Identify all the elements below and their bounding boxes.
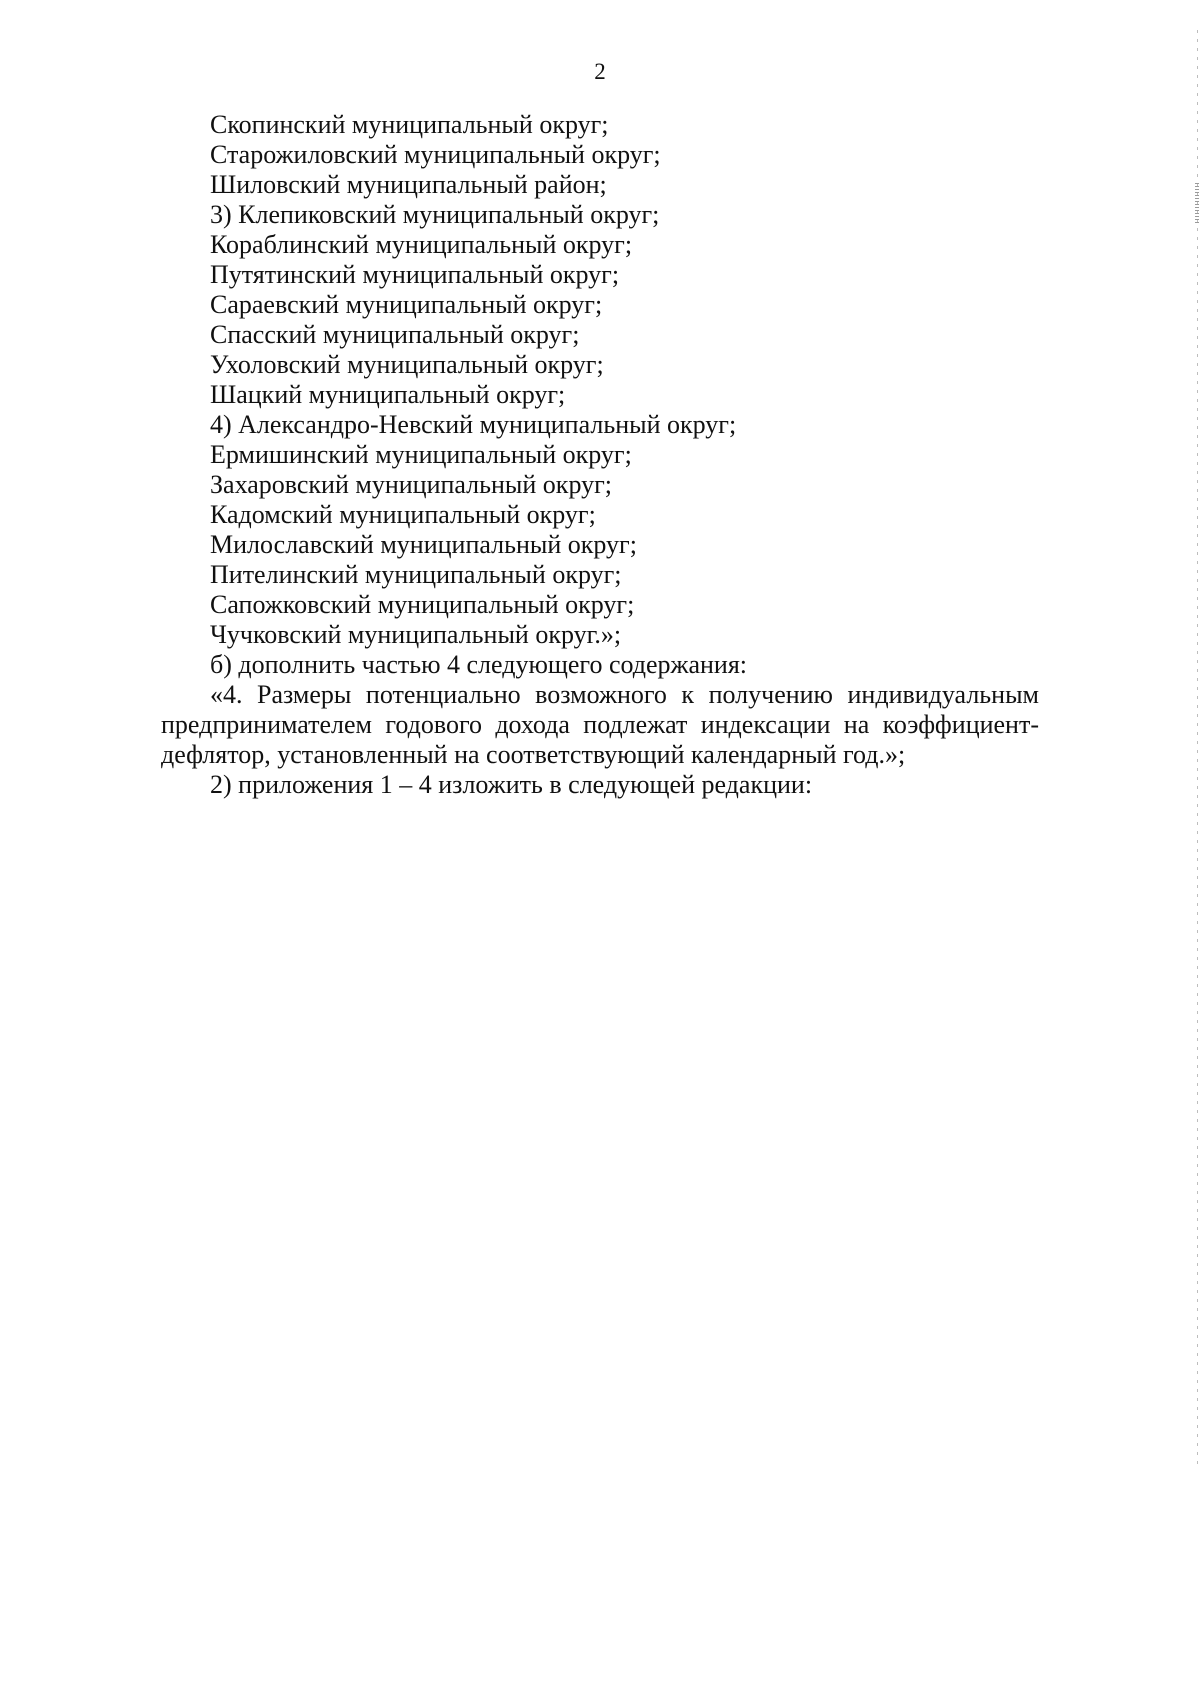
district-line: Ермишинский муниципальный округ; (210, 440, 632, 469)
document-body (161, 110, 1039, 800)
district-line: Кадомский муниципальный округ; (210, 500, 596, 529)
district-line: Захаровский муниципальный округ; (210, 470, 612, 499)
item-2-line: 2) приложения 1 – 4 изложить в следующей редакции: (210, 770, 813, 799)
scan-edge-artifact (1197, 30, 1198, 1470)
clause-b-line: б) дополнить частью 4 следующего содержания: (210, 650, 748, 679)
district-line: Чучковский муниципальный округ.»; (210, 620, 622, 649)
district-line: Сапожковский муниципальный округ; (210, 590, 635, 619)
district-line: Кораблинский муниципальный округ; (210, 230, 633, 259)
district-line: 4) Александро-Невский муниципальный округ; (210, 410, 737, 439)
district-line: Путятинский муниципальный округ; (210, 260, 620, 289)
district-line: Милославский муниципальный округ; (210, 530, 637, 559)
scan-mark-artifact (1195, 183, 1199, 223)
district-line: Шиловский муниципальный район; (210, 170, 607, 199)
district-line: Старожиловский муниципальный округ; (210, 140, 661, 169)
district-line: Скопинский муниципальный округ; (210, 110, 609, 139)
district-line: 3) Клепиковский муниципальный округ; (210, 200, 660, 229)
district-line: Шацкий муниципальный округ; (210, 380, 566, 409)
district-line: Пителинский муниципальный округ; (210, 560, 622, 589)
page-number: 2 (594, 59, 606, 84)
district-line: Сараевский муниципальный округ; (210, 290, 603, 319)
district-line: Спасский муниципальный округ; (210, 320, 580, 349)
district-line: Ухоловский муниципальный округ; (210, 350, 604, 379)
district-list (161, 110, 1039, 650)
part-4-paragraph: «4. Размеры потенциально возможного к получению индивидуальным предпринимателем годового дохода подлежат индексации на коэффициент-дефлятор, установленный на соответствующий календарный год.»; (161, 680, 1039, 769)
